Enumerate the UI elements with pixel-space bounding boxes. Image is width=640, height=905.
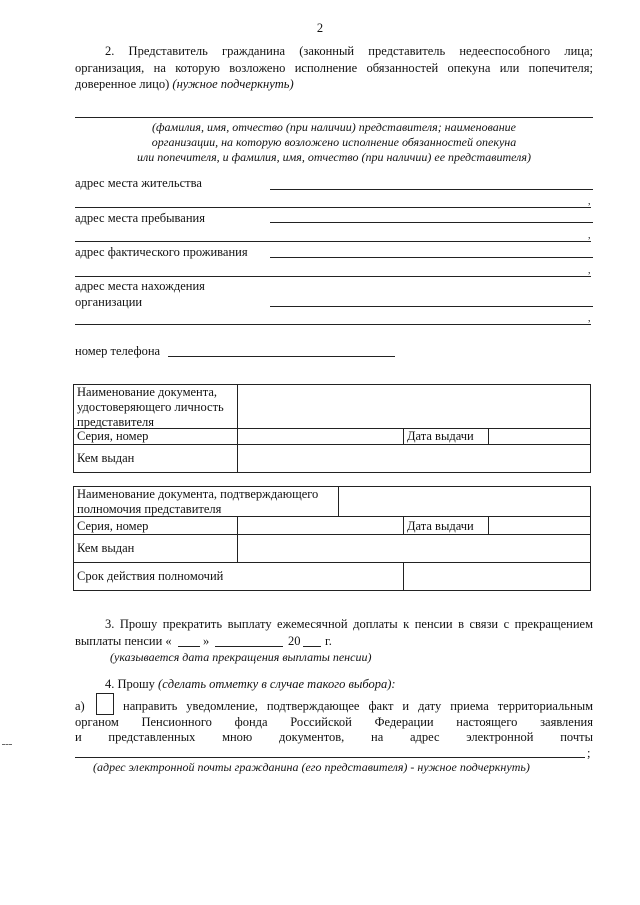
section2-line1: 2. Представитель гражданина (законный представитель недееспособного лица;: [105, 44, 593, 58]
section4-title-normal: 4. Прошу: [105, 677, 155, 691]
representative-caption-1: (фамилия, имя, отчество (при наличии) представителя; наименование: [152, 120, 516, 134]
item-a-line2-word: органом: [75, 715, 119, 729]
actual-address-field-1[interactable]: [270, 257, 593, 258]
item-a-line3-word: и: [75, 730, 82, 744]
id-issued-by-label: Кем выдан: [77, 451, 135, 465]
auth-issued-by-label: Кем выдан: [77, 541, 135, 555]
id-issue-date-label: Дата выдачи: [407, 429, 474, 443]
id-issue-date-input[interactable]: [489, 429, 590, 443]
representative-caption: [75, 120, 593, 165]
section2-line3-normal: доверенное лицо): [75, 77, 170, 91]
item-a-line3-word: почты: [560, 730, 593, 744]
section3-line1: 3. Прошу прекратить выплату ежемесячной доплаты к пенсии в связи с прекращением: [105, 617, 593, 631]
org-address-label: [75, 278, 205, 310]
auth-doc-name-label: [77, 487, 318, 517]
item-a-line3-word: адрес: [409, 730, 440, 744]
id-series-input[interactable]: [238, 429, 402, 443]
org-comma: ,: [588, 313, 591, 324]
auth-doc-name-line2: полномочия представителя: [77, 502, 222, 516]
auth-series-label: Серия, номер: [77, 519, 149, 533]
section3-line2: [75, 633, 172, 649]
item-a-line2-word: Пенсионного: [141, 715, 212, 729]
stay-address-label: адрес места пребывания: [75, 211, 205, 225]
actual-address-label: адрес фактического проживания: [75, 245, 248, 259]
actual-comma: ,: [588, 265, 591, 276]
id-doc-name-label: [77, 385, 224, 430]
item-a-line1: направить уведомление, подтверждающее факт и дату приема территориальным: [123, 699, 593, 713]
item-a-line2-word: заявления: [540, 715, 593, 729]
item-a-line2: [75, 714, 593, 730]
residence-address-label: адрес места жительства: [75, 176, 202, 190]
stay-comma: ,: [588, 230, 591, 241]
id-doc-name-input[interactable]: [238, 385, 590, 427]
termination-year-field[interactable]: [303, 646, 321, 647]
auth-issue-date-label: Дата выдачи: [407, 519, 474, 533]
phone-label: номер телефона: [75, 344, 161, 358]
section2-line3-italic: (нужное подчеркнуть): [172, 77, 294, 91]
email-field[interactable]: [75, 757, 585, 758]
section4-title: [105, 676, 396, 692]
item-a-line3-word: мною: [222, 730, 253, 744]
id-doc-name-line1: Наименование документа,: [77, 385, 218, 399]
stay-address-field-2[interactable]: [75, 241, 591, 242]
section3-line2-d: г.: [325, 634, 332, 648]
auth-doc-name-input[interactable]: [339, 487, 590, 515]
item-a-line2-word: Российской: [290, 715, 352, 729]
auth-validity-input[interactable]: [404, 563, 590, 590]
section3-line2-b: »: [203, 634, 210, 648]
item-a-label: а): [75, 699, 85, 713]
id-doc-name-line2: удостоверяющего личность: [77, 400, 224, 414]
item-a-line3-word: электронной: [466, 730, 534, 744]
id-doc-name-line3: представителя: [77, 415, 154, 429]
page-number: 2: [316, 21, 324, 35]
representative-caption-2: организации, на которую возложено исполнение обязанностей опекуна: [151, 135, 517, 149]
termination-month-field[interactable]: [215, 646, 283, 647]
id-table-divider-2: [403, 428, 404, 444]
auth-validity-label: Срок действия полномочий: [77, 569, 224, 583]
org-address-field-2[interactable]: [75, 324, 591, 325]
section3-line2-a: выплаты пенсии «: [75, 634, 172, 648]
representative-caption-3: или попечителя, и фамилия, имя, отчество (при наличии) ее представителя): [137, 150, 531, 164]
section2-line3: [75, 76, 294, 92]
section2-line2: организация, на которую возложено исполнение обязанностей опекуна или попечителя;: [75, 61, 593, 75]
residence-address-field-1[interactable]: [270, 189, 593, 190]
org-address-field-1[interactable]: [270, 306, 593, 307]
residence-comma: ,: [588, 196, 591, 207]
stay-address-field-1[interactable]: [270, 222, 593, 223]
auth-doc-name-line1: Наименование документа, подтверждающего: [77, 487, 319, 501]
auth-table-divider-3: [403, 516, 404, 534]
item-a-checkbox[interactable]: [96, 693, 114, 715]
section3-line2-c: 20: [288, 634, 301, 648]
org-address-label-2: организации: [75, 295, 143, 309]
phone-field[interactable]: [168, 356, 395, 357]
item-a-line3-word: представленных: [108, 730, 196, 744]
scan-mark-divider: [2, 744, 12, 745]
actual-address-field-2[interactable]: [75, 276, 591, 277]
termination-day-field[interactable]: [178, 646, 200, 647]
residence-address-field-2[interactable]: [75, 207, 591, 208]
representative-name-line[interactable]: [75, 117, 593, 118]
email-semicolon: ;: [587, 746, 591, 760]
auth-issue-date-input[interactable]: [489, 517, 590, 533]
item-a-line3: [75, 729, 593, 745]
item-a-line3-word: документов,: [278, 730, 345, 744]
email-caption: (адрес электронной почты гражданина (его представителя) - нужное подчеркнуть): [93, 760, 530, 774]
section3-caption: (указывается дата прекращения выплаты пенсии): [110, 650, 372, 664]
id-issued-by-input[interactable]: [238, 445, 590, 472]
item-a-line2-word: Федерации: [374, 715, 434, 729]
item-a-line2-word: фонда: [234, 715, 268, 729]
auth-issued-by-input[interactable]: [238, 535, 590, 561]
org-address-label-1: адрес места нахождения: [75, 279, 205, 293]
id-series-label: Серия, номер: [77, 429, 149, 443]
auth-series-input[interactable]: [238, 517, 402, 533]
section4-title-italic: (сделать отметку в случае такого выбора):: [158, 677, 396, 691]
item-a-line3-word: на: [371, 730, 384, 744]
item-a-line2-word: настоящего: [456, 715, 518, 729]
